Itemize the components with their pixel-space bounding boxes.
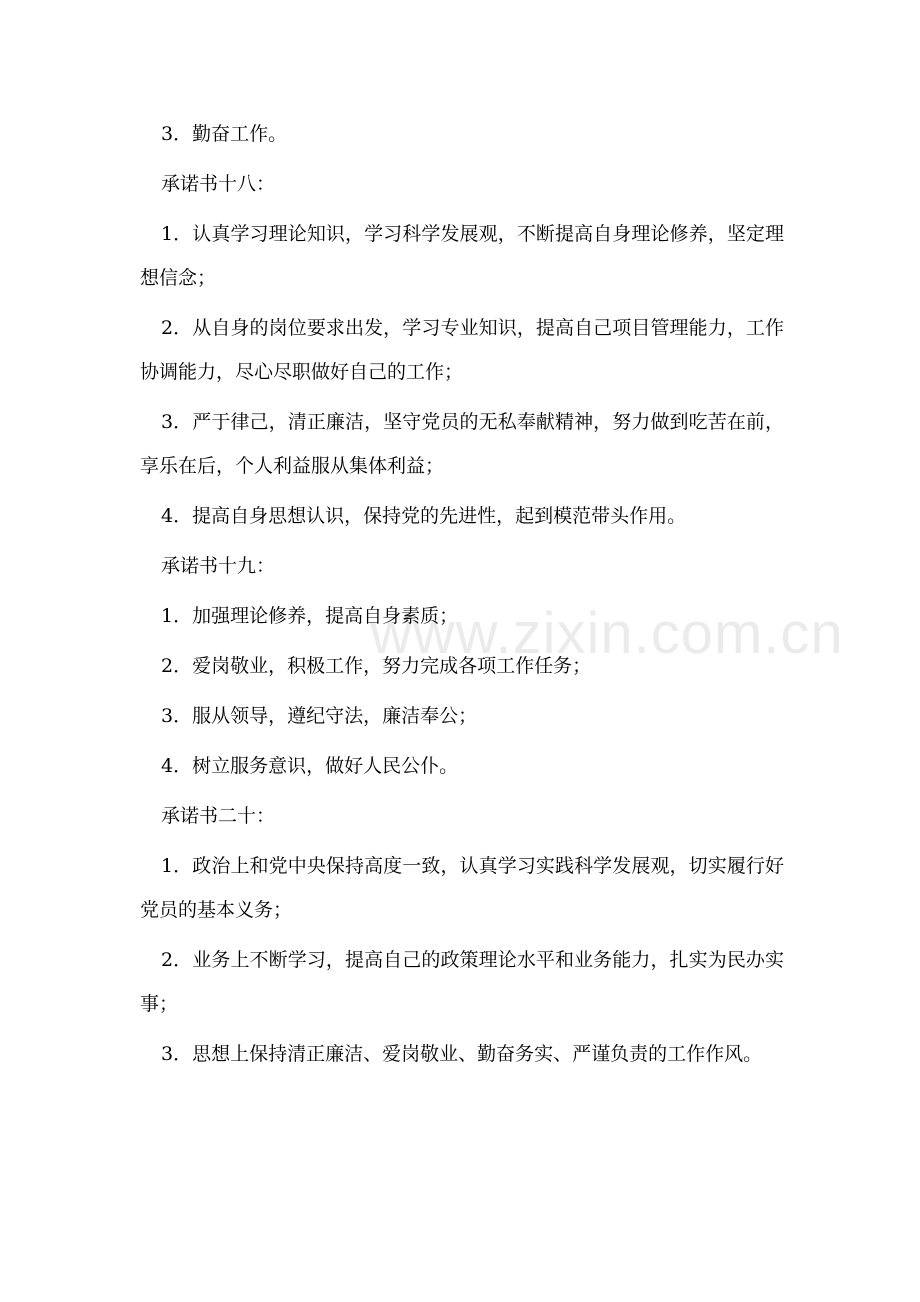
heading-pledge-19: 承诺书十九： xyxy=(161,555,276,577)
heading-pledge-20: 承诺书二十： xyxy=(161,805,276,827)
paragraph-pledge19-item4: 4．树立服务意识，做好人民公仆。 xyxy=(161,755,459,777)
paragraph-pledge20-item2: 2．业务上不断学习，提高自己的政策理论水平和业务能力，扎实为民办实事； xyxy=(140,949,784,1015)
heading-pledge-18: 承诺书十八： xyxy=(161,173,276,195)
paragraph-item3-diligent: 3．勤奋工作。 xyxy=(161,123,288,145)
paragraph-pledge19-item2: 2．爱岗敬业，积极工作，努力完成各项工作任务； xyxy=(161,655,592,677)
paragraph-pledge18-item1: 1．认真学习理论知识，学习科学发展观，不断提高自身理论修养，坚定理想信念； xyxy=(140,223,784,289)
paragraph-pledge19-item3: 3．服从领导，遵纪守法，廉洁奉公； xyxy=(161,705,478,727)
paragraph-pledge18-item2: 2．从自身的岗位要求出发，学习专业知识，提高自己项目管理能力，工作协调能力，尽心尽职做好自己的工作； xyxy=(140,317,784,383)
watermark: www.zixin.com.cn xyxy=(370,601,844,666)
paragraph-pledge18-item3: 3．严于律己，清正廉洁，坚守党员的无私奉献精神，努力做到吃苦在前，享乐在后，个人利益服从集体利益； xyxy=(140,411,784,477)
paragraph-pledge20-item1: 1．政治上和党中央保持高度一致，认真学习实践科学发展观，切实履行好党员的基本义务； xyxy=(140,855,784,921)
paragraph-pledge19-item1: 1．加强理论修养，提高自身素质； xyxy=(161,605,459,627)
paragraph-pledge20-item3: 3．思想上保持清正廉洁、爱岗敬业、勤奋务实、严谨负责的工作作风。 xyxy=(161,1043,763,1065)
paragraph-pledge18-item4: 4．提高自身思想认识，保持党的先进性，起到模范带头作用。 xyxy=(161,505,687,527)
